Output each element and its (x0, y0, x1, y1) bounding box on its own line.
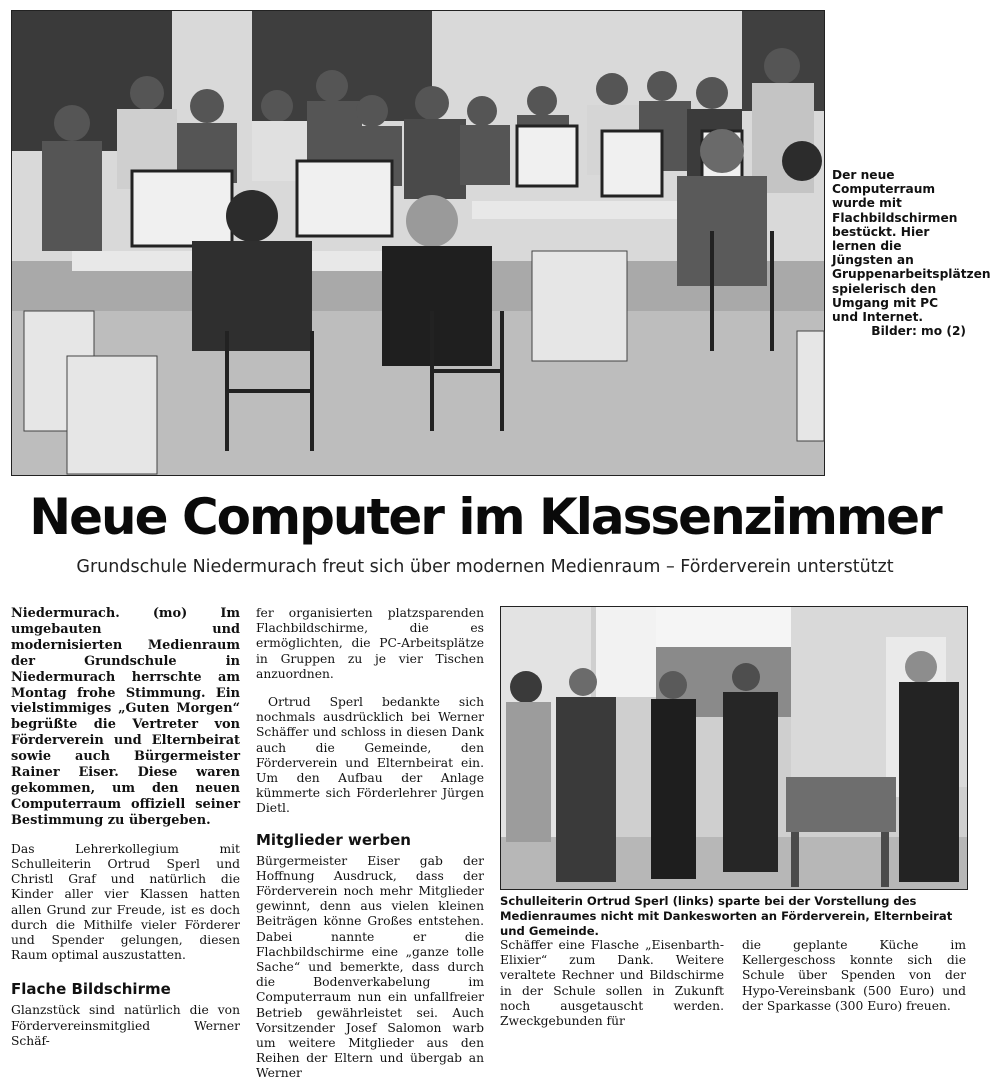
article-column-4 (742, 938, 966, 1014)
body-paragraph: Glanzstück sind natürlich die von Fördervereinsmitglied Werner Schäf- (11, 1003, 240, 1048)
subheadline: Grundschule Niedermurach freut sich über modernen Medienraum – Förderverein unterstützt (76, 557, 894, 577)
lead-paragraph: Niedermurach. (mo) Im umgebauten und modernisierten Medienraum der Grundschule in Niedermurach herrschte am Montag frohe Stimmung. Ein vielstimmiges „Guten Morgen“ begrüßte die Vertreter von Förderverein und Elternbeirat sowie auch Bürgermeister Rainer Eiser. Diese waren gekommen, um den neuen Computerraum offiziell seiner Bestimmung zu übergeben. (11, 606, 240, 828)
body-paragraph: die geplante Küche im Kellergeschoss konnte sich die Schule über Spenden von der Hypo-Vereinsbank (500 Euro) und der Sparkasse (300 Euro) freuen. (742, 938, 966, 1013)
article-column-2 (256, 606, 484, 1082)
photo-top-caption (832, 168, 991, 339)
body-paragraph: fer organisierten platzsparenden Flachbildschirme, die es ermöglichten, die PC-Arbeitsplätze in Gruppen zu je vier Tischen anzuordnen. (256, 606, 484, 681)
article-column-1 (11, 606, 240, 1049)
ceremony-photo-image (501, 607, 967, 889)
body-paragraph: Ortrud Sperl bedankte sich nochmals ausdrücklich bei Werner Schäffer und schloss in diesen Dank auch die Gemeinde, den Förderverein und Elternbeirat ein. Um den Aufbau der Anlage kümmerte sich Förderlehrer Jürgen Dietl. (256, 695, 484, 816)
subheading: Mitglieder werben (256, 830, 411, 849)
subheading: Flache Bildschirme (11, 980, 171, 999)
classroom-photo (11, 10, 825, 476)
photo-credit: Bilder: mo (2) (871, 324, 966, 339)
headline: Neue Computer im Klassenzimmer (29, 488, 941, 546)
article-column-3 (500, 938, 724, 1029)
photo-top-caption-text: Der neue Computerraum wurde mit Flachbildschirmen bestückt. Hier lernen die Jüngsten an Gruppenarbeitsplätzen spielerisch den Umgang mit PC und Internet. (832, 168, 991, 325)
body-paragraph: Bürgermeister Eiser gab der Hoffnung Ausdruck, dass der Förderverein noch mehr Mitglieder gewinnt, denn aus vielen kleinen Beiträgen könne Großes entstehen. Dabei nannte er die Flachbildschirme eine „ganze tolle Sache“ und bemerkte, dass durch die Bodenverkabelung im Computerraum nun ein unfallfreier Betrieb gewährleistet sei. Auch Vorsitzender Josef Salomon warb um weitere Mitglieder aus den Reihen der Eltern und übergab an Werner (256, 853, 484, 1081)
classroom-photo-image (12, 11, 824, 475)
body-paragraph: Das Lehrerkollegium mit Schulleiterin Ortrud Sperl und Christl Graf und natürlich die Kinder aller vier Klassen hatten allen Grund zur Freude, ist es doch durch die Mithilfe vieler Förderer und Spender gelungen, diesen Raum optimal auszustatten. (11, 841, 240, 963)
ceremony-photo (500, 606, 968, 890)
photo-bottom-caption: Schulleiterin Ortrud Sperl (links) sparte bei der Vorstellung des Medienraumes nicht mit Dankesworten an Förderverein, Elternbeirat und Gemeinde. (500, 894, 953, 938)
body-paragraph: Schäffer eine Flasche „Eisenbarth-Elixier“ zum Dank. Weitere veraltete Rechner und Bildschirme in der Schule sollen in Zukunft noch ausgetauscht werden. Zweckgebunden für (500, 938, 724, 1029)
